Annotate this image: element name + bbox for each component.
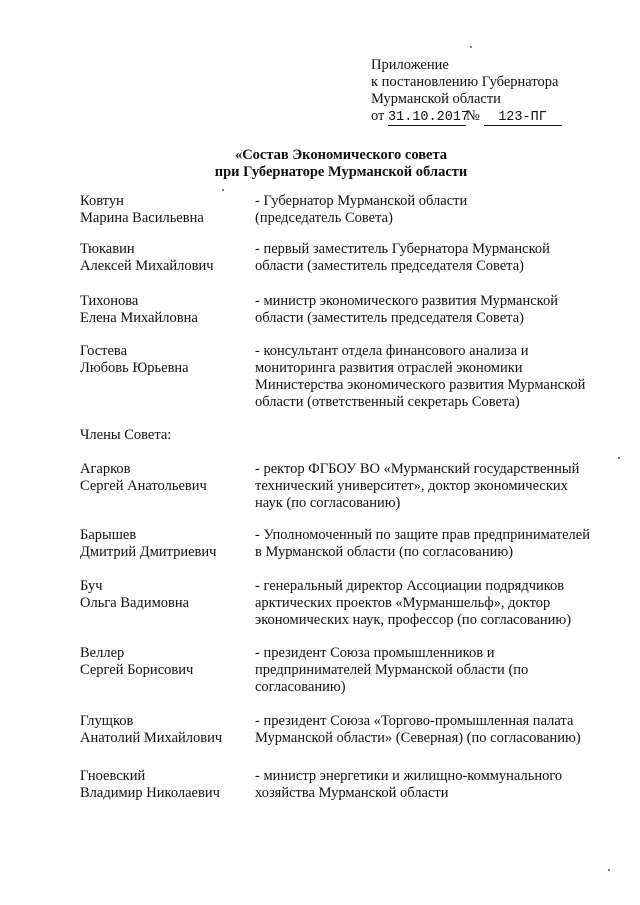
document-title <box>80 147 602 181</box>
given-names: Марина Васильевна <box>80 210 204 226</box>
position-line: согласованию) <box>255 679 346 695</box>
given-names: Анатолий Михайлович <box>80 730 223 746</box>
appendix-line-3: Мурманской области <box>371 91 501 107</box>
position-line: - Губернатор Мурманской области <box>255 193 468 209</box>
position-line: в Мурманской области (по согласованию) <box>255 544 514 560</box>
surname: Тихонова <box>80 293 139 309</box>
position-line: области (ответственный секретарь Совета) <box>255 394 520 410</box>
person-position <box>255 768 600 802</box>
surname: Ковтун <box>80 193 124 209</box>
position-line: предпринимателей Мурманской области (по <box>255 662 529 678</box>
person-name <box>80 293 250 327</box>
position-line: - первый заместитель Губернатора Мурманской <box>255 241 550 257</box>
given-names: Сергей Борисович <box>80 662 194 678</box>
position-line: - президент Союза «Торгово-промышленная палата <box>255 713 574 729</box>
position-line: - президент Союза промышленников и <box>255 645 495 661</box>
appendix-line-2: к постановлению Губернатора <box>371 74 559 90</box>
position-line: экономических наук, профессор (по согласованию) <box>255 612 572 628</box>
scan-speck <box>470 46 472 48</box>
person-name <box>80 241 250 275</box>
given-names: Алексей Михайлович <box>80 258 214 274</box>
surname: Тюкавин <box>80 241 135 257</box>
order-number: 123-ПГ <box>484 110 562 126</box>
surname: Агарков <box>80 461 131 477</box>
given-names: Ольга Вадимовна <box>80 595 190 611</box>
person-position <box>255 343 600 411</box>
surname: Гноевский <box>80 768 146 784</box>
appendix-header <box>371 57 631 125</box>
given-names: Любовь Юрьевна <box>80 360 189 376</box>
title-line-2: при Губернаторе Мурманской области <box>214 164 468 180</box>
position-line: арктических проектов «Мурманшельф», доктор <box>255 595 551 611</box>
surname: Буч <box>80 578 103 594</box>
given-names: Сергей Анатольевич <box>80 478 207 494</box>
person-name <box>80 645 250 679</box>
date-prefix: от <box>371 108 385 124</box>
person-position <box>255 293 600 327</box>
position-line: области (заместитель председателя Совета) <box>255 258 524 274</box>
order-date-number <box>371 108 631 125</box>
number-prefix: № <box>466 108 480 124</box>
surname: Барышев <box>80 527 137 543</box>
surname: Глущков <box>80 713 134 729</box>
given-names: Дмитрий Дмитриевич <box>80 544 217 560</box>
position-line: хозяйства Мурманской области <box>255 785 449 801</box>
person-position <box>255 241 600 275</box>
person-name <box>80 713 250 747</box>
scan-speck <box>618 457 620 459</box>
scan-speck <box>608 869 610 871</box>
members-heading: Члены Совета: <box>80 427 172 443</box>
position-line: - Уполномоченный по защите прав предпринимателей <box>255 527 590 543</box>
given-names: Владимир Николаевич <box>80 785 220 801</box>
scan-speck <box>222 189 224 191</box>
person-position <box>255 713 600 747</box>
position-line: Мурманской области» (Северная) (по согласованию) <box>255 730 581 746</box>
person-name <box>80 343 250 377</box>
position-line: - генеральный директор Ассоциации подрядчиков <box>255 578 565 594</box>
person-name <box>80 768 250 802</box>
title-line-1: «Состав Экономического совета <box>234 147 448 163</box>
given-names: Елена Михайловна <box>80 310 198 326</box>
order-date: 31.10.2017 <box>388 110 470 125</box>
position-line: - министр экономического развития Мурманской <box>255 293 558 309</box>
position-line: технический университет», доктор экономических <box>255 478 568 494</box>
person-position <box>255 578 600 629</box>
person-position <box>255 527 600 561</box>
position-line: (председатель Совета) <box>255 210 393 226</box>
person-position <box>255 461 600 512</box>
position-line: области (заместитель председателя Совета) <box>255 310 524 326</box>
person-name <box>80 578 250 612</box>
position-line: - ректор ФГБОУ ВО «Мурманский государственный <box>255 461 580 477</box>
surname: Гостева <box>80 343 128 359</box>
person-name <box>80 461 250 495</box>
surname: Веллер <box>80 645 125 661</box>
position-line: наук (по согласованию) <box>255 495 401 511</box>
position-line: - министр энергетики и жилищно-коммунального <box>255 768 563 784</box>
position-line: Министерства экономического развития Мурманской <box>255 377 586 393</box>
person-position <box>255 645 600 696</box>
position-line: - консультант отдела финансового анализа и <box>255 343 529 359</box>
person-position <box>255 193 600 227</box>
appendix-line-1: Приложение <box>371 57 449 73</box>
person-name <box>80 527 250 561</box>
person-name <box>80 193 250 227</box>
position-line: мониторинга развития отраслей экономики <box>255 360 523 376</box>
